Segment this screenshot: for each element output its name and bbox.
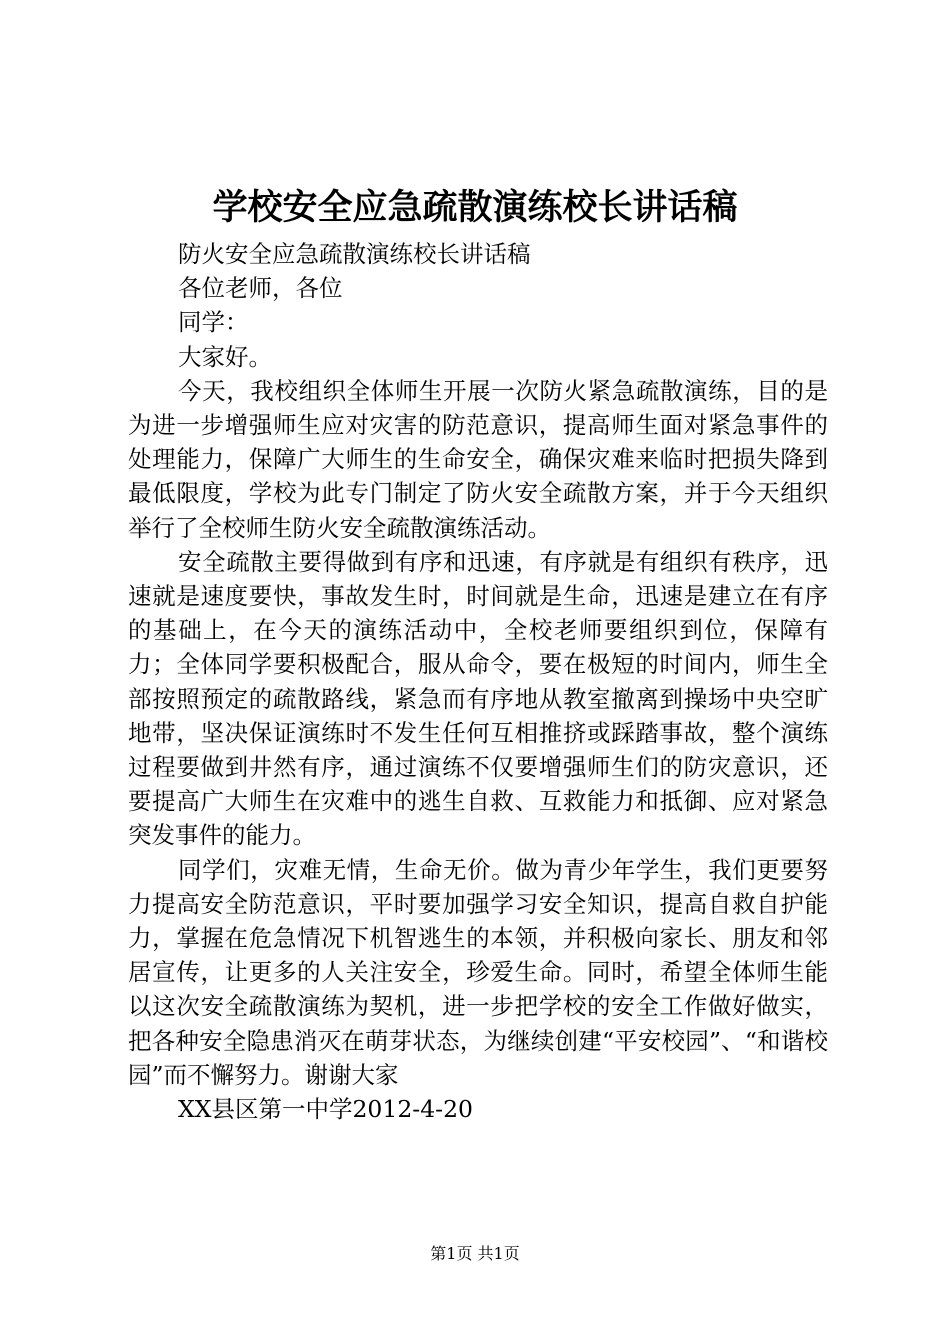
document-body	[128, 237, 828, 1126]
paragraph-body-2: 安全疏散主要得做到有序和迅速，有序就是有组织有秩序，迅速就是速度要快，事故发生时，时间就是生命，迅速是建立在有序的基础上，在今天的演练活动中，全校老师要组织到位，保障有力；全体同学要积极配合，服从命令，要在极短的时间内，师生全部按照预定的疏散路线，紧急而有序地从教室撤离到操场中央空旷地带，坚决保证演练时不发生任何互相推挤或踩踏事故，整个演练过程要做到井然有序，通过演练不仅要增强师生们的防灾意识，还要提高广大师生在灾难中的逃生自救、互救能力和抵御、应对紧急突发事件的能力。	[128, 547, 828, 850]
document-title: 学校安全应急疏散演练校长讲话稿	[212, 187, 738, 228]
paragraph-salutation-2: 同学：	[178, 308, 249, 337]
paragraph-body-1: 今天，我校组织全体师生开展一次防火紧急疏散演练，目的是为进一步增强师生应对灾害的防范意识，提高师生面对紧急事件的处理能力，保障广大师生的生命安全，确保灾难来临时把损失降到最低限度，学校为此专门制定了防火安全疏散方案，并于今天组织举行了全校师生防火安全疏散演练活动。	[128, 376, 828, 542]
paragraph-signature: XX县区第一中学2012-4-20	[178, 1095, 474, 1124]
paragraph-greeting: 大家好。	[178, 342, 272, 371]
paragraph-subtitle: 防火安全应急疏散演练校长讲话稿	[178, 240, 531, 268]
page-footer: 第1页 共1页	[430, 1244, 520, 1263]
paragraph-salutation-1: 各位老师，各位	[178, 274, 343, 303]
paragraph-body-3: 同学们，灾难无情，生命无价。做为青少年学生，我们更要努力提高安全防范意识，平时要加强学习安全知识，提高自救自护能力，掌握在危急情况下机智逃生的本领，并积极向家长、朋友和邻居宣传，让更多的人关注安全，珍爱生命。同时，希望全体师生能以这次安全疏散演练为契机，进一步把学校的安全工作做好做实，把各种安全隐患消灭在萌芽状态，为继续创建“平安校园”、“和谐校园”而不懈努力。谢谢大家	[128, 855, 828, 1089]
